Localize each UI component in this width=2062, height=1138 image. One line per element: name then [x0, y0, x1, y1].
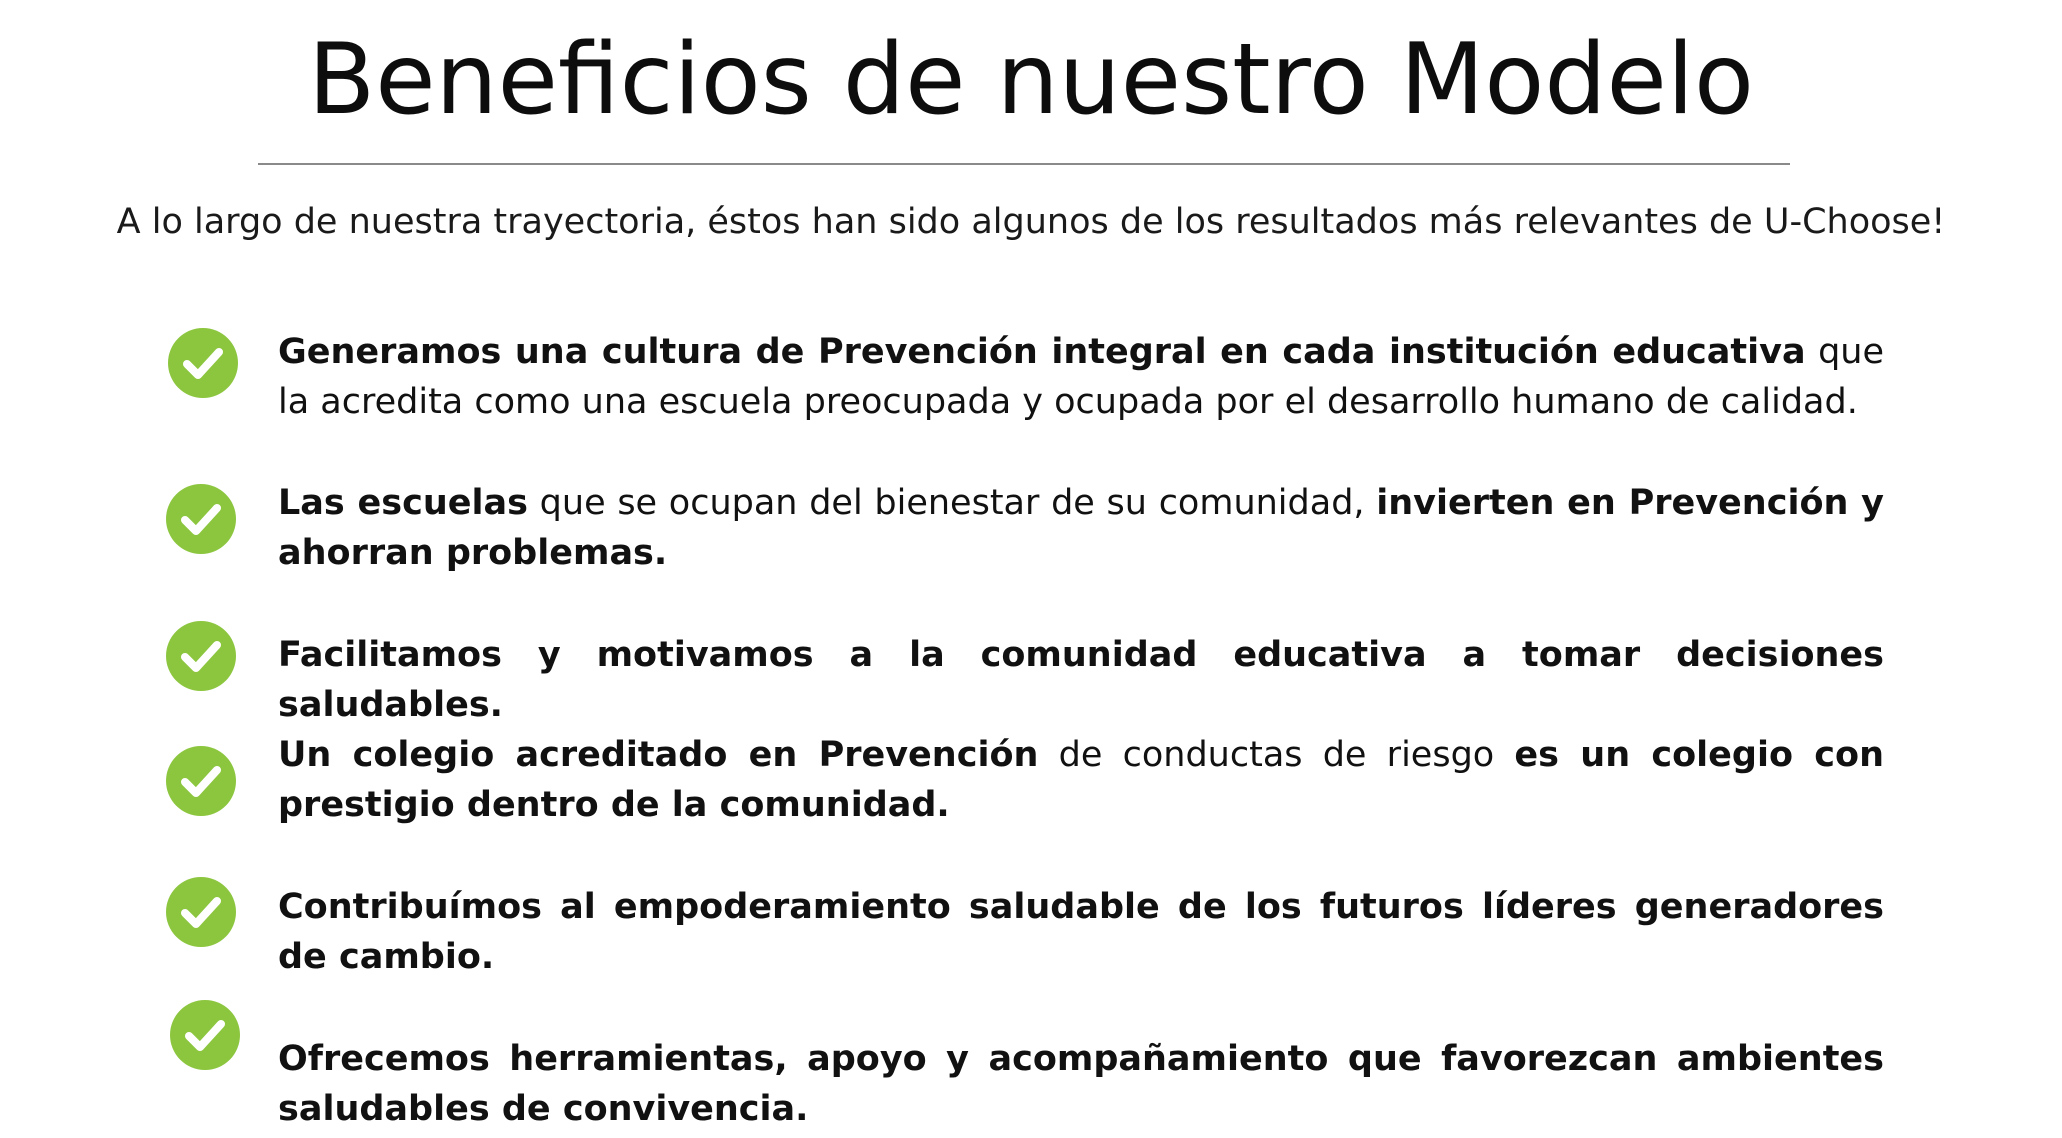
benefit-bold: Un colegio acreditado en Prevención — [278, 735, 1039, 775]
check-circle-icon — [168, 328, 238, 398]
benefit-text — [278, 327, 1884, 427]
check-circle-icon — [170, 1000, 240, 1070]
benefit-bold-2: es un colegio con prestigio dentro de la comunidad. — [278, 735, 1884, 825]
benefit-bold: Facilitamos y motivamos a la comunidad educativa a tomar decisiones saludables. — [278, 635, 1884, 725]
check-circle-icon — [166, 484, 236, 554]
benefit-bold-2: invierten en Prevención y ahorran problemas. — [278, 483, 1884, 573]
intro-text: A lo largo de nuestra trayectoria, éstos han sido algunos de los resultados más relevantes de U-Choose! — [116, 202, 1946, 242]
benefit-bold: Las escuelas — [278, 483, 528, 523]
benefit-regular: que se ocupan del bienestar de su comunidad, — [527, 483, 1377, 523]
check-circle-icon — [166, 746, 236, 816]
benefit-bold: Generamos una cultura de Prevención integral en cada institución educativa — [278, 332, 1806, 372]
benefit-text — [278, 478, 1884, 578]
benefit-text — [278, 1034, 1884, 1134]
check-circle-icon — [166, 877, 236, 947]
check-circle-icon — [166, 621, 236, 691]
benefit-text — [278, 630, 1884, 730]
benefit-text — [278, 882, 1884, 982]
benefit-text — [278, 730, 1884, 830]
benefit-regular: que la acredita como una escuela preocupada y ocupada por el desarrollo humano de calidad. — [278, 332, 1884, 422]
benefit-regular: de conductas de riesgo — [1038, 735, 1515, 775]
benefit-bold: Ofrecemos herramientas, apoyo y acompañamiento que favorezcan ambientes saludables de convivencia. — [278, 1039, 1884, 1129]
page-title: Beneficios de nuestro Modelo — [307, 23, 1755, 137]
benefit-bold: Contribuímos al empoderamiento saludable de los futuros líderes generadores de cambio. — [278, 887, 1884, 977]
